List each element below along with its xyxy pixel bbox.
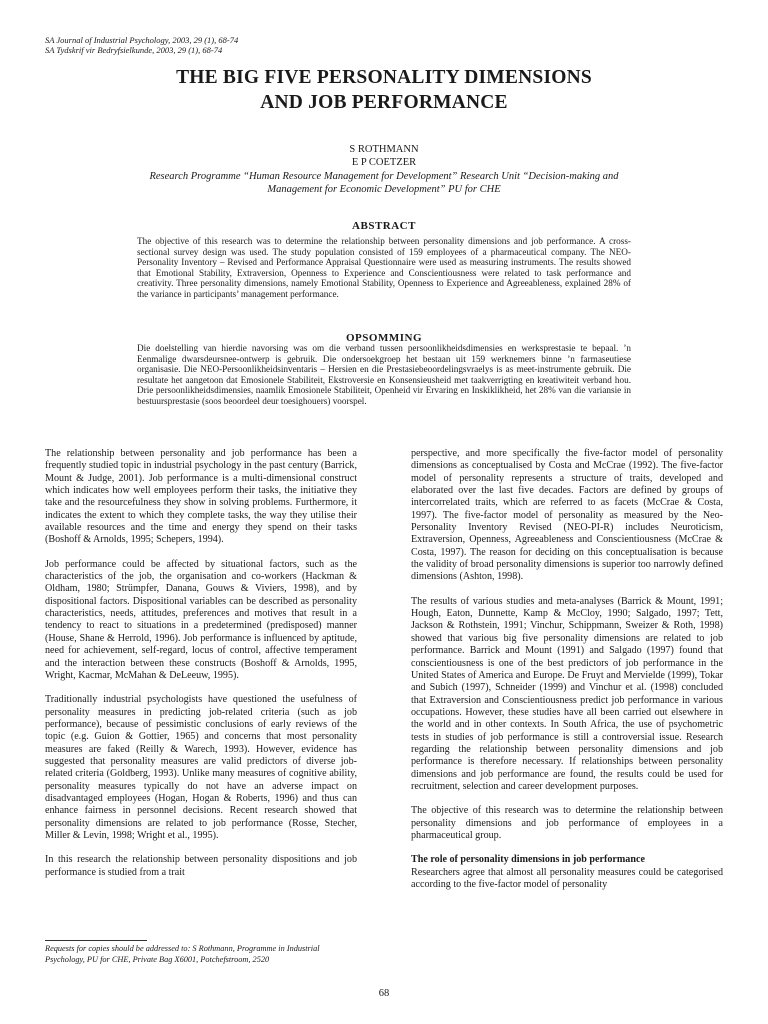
footnote: Requests for copies should be addressed to: S Rothmann, Programme in Industrial Psychology, PU for CHE, Private Bag X6001, Potchefstroom, 2520 — [45, 944, 320, 964]
author-list — [0, 143, 768, 169]
body-paragraph: The objective of this research was to determine the relationship between personality dimensions and job performance of employees in a pharmaceutical group. — [411, 805, 723, 841]
opsomming-text: Die doelstelling van hierdie navorsing was om die verband tussen persoonlikheidsdimensies en werksprestasie te bepaal. ’n Eenmalige dwarsdeursnee-ontwerp is gebruik. Die ondersoekgroep het bestaan uit 159 werknemers binne ’n farmaseutiese organisasie. Die NEO-Persoonlikheidsinventaris – Hersien en die Prestasiebeoordelingsvraelys is as meet-instrumente gebruik. Die resultate het aangetoon dat Emosionele Stabiliteit, Ekstroversie en Konsensieusheid met taakverrigting en kreatiwiteit verband hou. Drie persoonlikheidsdimensies, naamlik Emosionele Stabiliteit, Openheid vir Ervaring en Inskiklikheid, het 28% van die variansie in bestuursprestasie (soos beoordeel deur toesighouers) voorspel. — [137, 343, 631, 406]
paper-title-line-1: THE BIG FIVE PERSONALITY DIMENSIONS — [176, 67, 592, 88]
subsection-text: Researchers agree that almost all personality measures could be categorised according to the five-factor model of personality — [411, 866, 723, 890]
subsection-heading: The role of personality dimensions in job performance — [411, 854, 645, 866]
body-paragraph: Job performance could be affected by situational factors, such as the characteristics of the job, the organisation and co-workers (Hackman & Oldham, 1980; Strümpfer, Danana, Gouws & Viviers, 1998), and by dispositional factors. Dispositional variables can be described as personality characteristics, needs, attitudes, preferences and motives that result in a tendency to react to situations in a predetermined (predisposed) manner (House, Shane & Herrold, 1996). Job performance is influenced by aptitude, need for achievement, self-regard, locus of control, affective temperament and the interaction between these constructs (Boshoff & Arnolds, 1995, Wright, Kacmar, McMahan & DeLeeuw, 1995). — [45, 558, 357, 681]
body-paragraph: The results of various studies and meta-analyses (Barrick & Mount, 1991; Hough, Eaton, Dunnette, Kamp & McCloy, 1990; Salgado, 1997; Tett, Jackson & Rothstein, 1991; Vinchur, Schippmann, Sweizer & Roth, 1998) showed that various big five personality dimensions are related to job performance. Barrick and Mount (1991) and Salgado (1997) found that conscientiousness is one of the best predictors of job performance in the United States of America and Europe. De Fruyt and Mervielde (1999), Tokar and Subich (1997), Schneider (1999) and Vinchur et al. (1998) concluded that Extraversion and Conscientiousness predict job performance in various occupations. However, these studies have all been carried out elsewhere in the world and in other contexts. In South Africa, the use of psychometric tests in studies of job performance is still a controversial issue. Research regarding the relationship between personality dimensions and job performance is therefore necessary. If relationships between personality dimensions and job performance are found, the results could be used for recruitment, selection and career development purposes. — [411, 595, 723, 792]
body-paragraph: The relationship between personality and job performance has been a frequently studied topic in industrial psychology in the past century (Barrick, Mount & Judge, 2001). Job performance is a multi-dimensional construct which indicates how well employees perform their tasks, the initiative they take and the resourcefulness they show in solving problems. Furthermore, it indicates the extent to which they complete tasks, the way they utilise their available resources and the time and energy they spend on their tasks (Boshoff & Arnolds, 1995; Schepers, 1994). — [45, 448, 357, 546]
journal-citation-en: SA Journal of Industrial Psychology, 2003, 29 (1), 68-74 — [45, 35, 239, 45]
paper-title — [0, 65, 768, 115]
page-number: 68 — [378, 988, 390, 999]
subsection — [411, 854, 723, 891]
abstract-text: The objective of this research was to determine the relationship between personality dimensions and job performance. A cross-sectional survey design was used. The study population consisted of 159 employees of a pharmaceutical company. The NEO-Personality Inventory – Revised and Performance Appraisal Questionnaire were used as measuring instruments. The results showed that Emotional Stability, Extraversion, Openness to Experience and Conscientiousness were related to task performance and creativity. Three personality dimensions, namely Emotional Stability, Openness to Experience and Agreeableness, explained 28% of the variance in participants’ management performance. — [137, 236, 631, 299]
affiliation: Research Programme “Human Resource Management for Development” Research Unit “Decision-making and Management for Economic Development” PU for CHE — [149, 171, 619, 195]
body-paragraph: perspective, and more specifically the five-factor model of personality dimensions as conceptualised by Costa and McCrae (1992). The five-factor model of personality represents a structure of traits, developed and elaborated over the last five decades. Factors are defined by groups of intercorrelated traits, which are referred to as facets (McCrae & Costa, 1997). The five-factor model of personality as measured by the Neo-Personality Inventory Revised (NEO-PI-R) includes Neuroticism, Extraversion, Openness, Agreeableness and Conscientiousness (McCrae & Costa, 1997). The reason for deciding on this conceptualisation is because the validity of broad personality dimensions is superior too narrowly defined dimensions (Ashton, 1998). — [411, 448, 723, 583]
body-paragraph: In this research the relationship between personality dispositions and job performance is studied from a trait — [45, 854, 357, 878]
left-column — [45, 448, 357, 891]
footnote-divider — [45, 940, 147, 941]
journal-citation-af: SA Tydskrif vir Bedryfsielkunde, 2003, 29 (1), 68-74 — [45, 45, 223, 55]
paper-title-line-2: AND JOB PERFORMANCE — [260, 92, 508, 113]
opsomming-heading: OPSOMMING — [346, 332, 422, 344]
abstract-heading: ABSTRACT — [352, 220, 416, 232]
author-1: S ROTHMANN — [349, 144, 419, 155]
right-column — [411, 448, 723, 891]
body-paragraph: Traditionally industrial psychologists have questioned the usefulness of personality measures in predicting job-related criteria (such as job performance), because of pessimistic conclusions of early reviews of the topic (e.g. Guion & Gottier, 1965) and concerns that most personality measures are faked (Reilly & Warech, 1993). However, evidence has suggested that personality measures are valid predictors of diverse job-related criteria (Goldberg, 1993). Unlike many measures of cognitive ability, personality measures typically do not have an adverse impact on disadvantaged employees (Hogan, Hogan & Roberts, 1996) and thus can enhance fairness in personnel decisions. Recent research showed that personality dimensions are related to job performance (Rosse, Stecher, Miller & Levin, 1998; Wright et al., 1995). — [45, 694, 357, 841]
journal-citation — [45, 35, 238, 55]
author-2: E P COETZER — [351, 157, 417, 168]
